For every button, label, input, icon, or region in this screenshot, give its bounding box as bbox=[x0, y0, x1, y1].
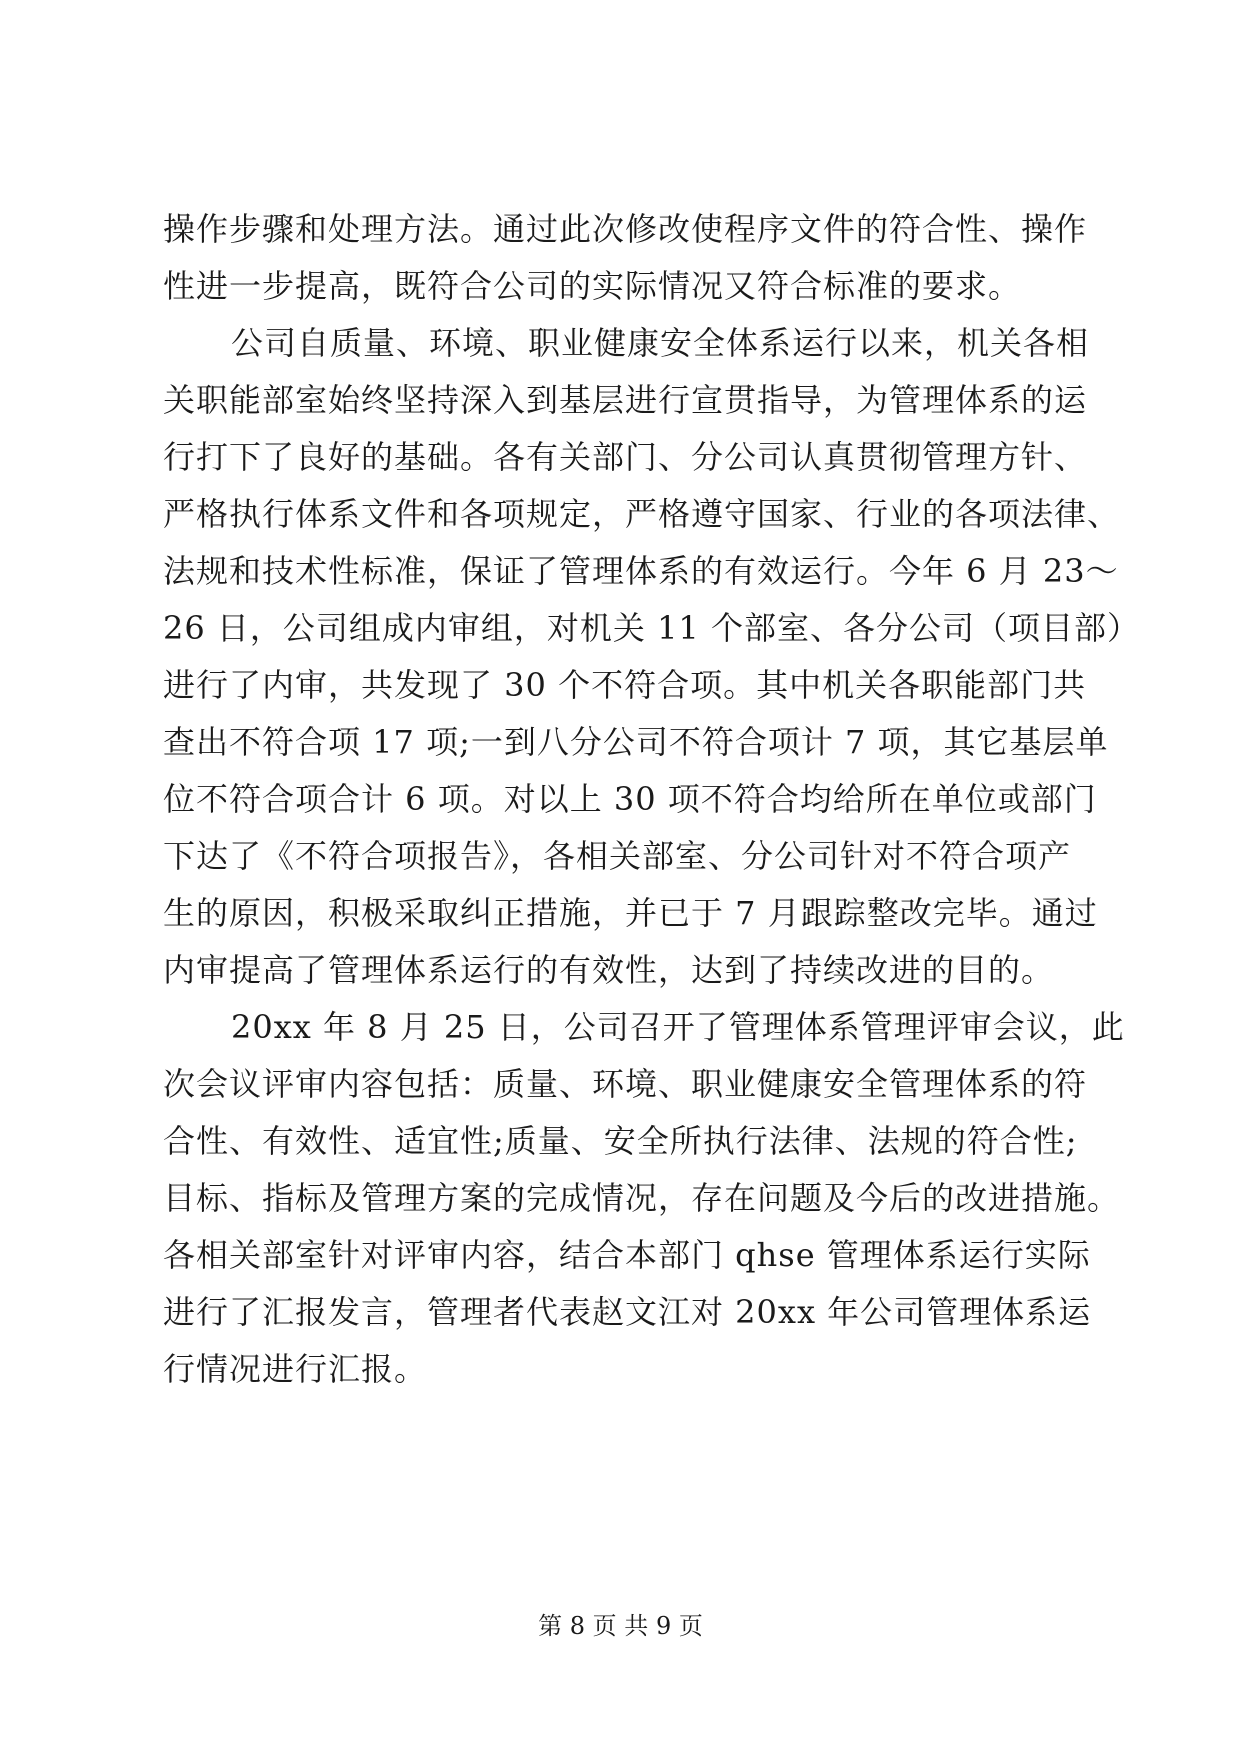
text-line: 目标、指标及管理方案的完成情况，存在问题及今后的改进措施。 bbox=[163, 1179, 1121, 1217]
text-line: 生的原因，积极采取纠正措施，并已于 7 月跟踪整改完毕。通过 bbox=[163, 894, 1098, 932]
paragraph-first-line: 公司自质量、环境、职业健康安全体系运行以来，机关各相 bbox=[231, 324, 1090, 362]
text-line: 合性、有效性、适宜性;质量、安全所执行法律、法规的符合性; bbox=[163, 1122, 1078, 1160]
text-line: 行情况进行汇报。 bbox=[163, 1350, 428, 1388]
text-line: 各相关部室针对评审内容，结合本部门 qhse 管理体系运行实际 bbox=[163, 1236, 1091, 1274]
text-line: 行打下了良好的基础。各有关部门、分公司认真贯彻管理方针、 bbox=[163, 438, 1088, 476]
text-line: 次会议评审内容包括：质量、环境、职业健康安全管理体系的符 bbox=[163, 1065, 1088, 1103]
text-line: 法规和技术性标准，保证了管理体系的有效运行。今年 6 月 23～ bbox=[163, 552, 1119, 590]
text-line: 位不符合项合计 6 项。对以上 30 项不符合均给所在单位或部门 bbox=[163, 780, 1097, 818]
text-line: 下达了《不符合项报告》，各相关部室、分公司针对不符合项产 bbox=[163, 837, 1072, 875]
paragraph-first-line: 20xx 年 8 月 25 日，公司召开了管理体系管理评审会议，此 bbox=[231, 1008, 1125, 1046]
text-line: 进行了内审，共发现了 30 个不符合项。其中机关各职能部门共 bbox=[163, 666, 1087, 704]
text-line: 26 日，公司组成内审组，对机关 11 个部室、各分公司（项目部） bbox=[163, 609, 1140, 647]
page-number-footer: 第 8 页 共 9 页 bbox=[538, 1612, 703, 1640]
text-line: 查出不符合项 17 项;一到八分公司不符合项计 7 项，其它基层单 bbox=[163, 723, 1109, 761]
text-line: 严格执行体系文件和各项规定，严格遵守国家、行业的各项法律、 bbox=[163, 495, 1121, 533]
text-line: 内审提高了管理体系运行的有效性，达到了持续改进的目的。 bbox=[163, 951, 1055, 989]
text-line: 操作步骤和处理方法。通过此次修改使程序文件的符合性、操作 bbox=[163, 210, 1088, 248]
text-line: 性进一步提高，既符合公司的实际情况又符合标准的要求。 bbox=[163, 267, 1022, 305]
text-line: 进行了汇报发言，管理者代表赵文江对 20xx 年公司管理体系运 bbox=[163, 1293, 1092, 1331]
text-line: 关职能部室始终坚持深入到基层进行宣贯指导，为管理体系的运 bbox=[163, 381, 1088, 419]
